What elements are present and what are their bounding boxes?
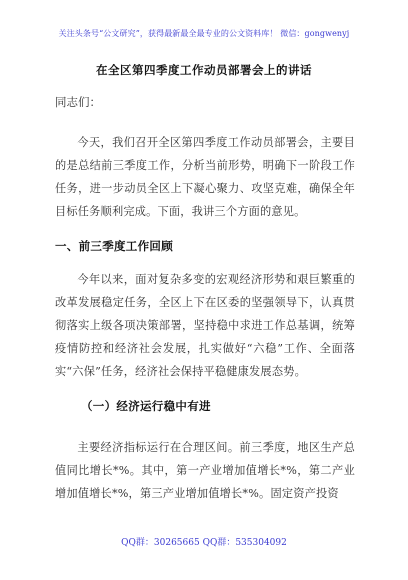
promo-banner: 关注头条号“公文研究”，获得最新最全最专业的公文资料库！ 微信：gongwenyj xyxy=(58,29,350,38)
economy-paragraph: 主要经济指标运行在合理区间。前三季度，地区生产总值同比增长*%。其中，第一产业增加值增长*%，第二产业增加值增长*%，第三产业增加值增长*%。固定资产投资 xyxy=(55,441,355,500)
intro-paragraph: 今天，我们召开全区第四季度工作动员部署会，主要目的是总结前三季度工作，分析当前形势，明确下一阶段工作任务，进一步动员全区上下凝心聚力、攻坚克难，确保全年目标任务顺利完成。下面，我讲三个方面的意见。 xyxy=(55,136,355,218)
subsection-heading-1: （一）经济运行稳中有进 xyxy=(81,399,211,413)
salutation: 同志们： xyxy=(55,95,101,109)
review-paragraph: 今年以来，面对复杂多变的宏观经济形势和艰巨繁重的改革发展稳定任务，全区上下在区委的坚强领导下，认真贯彻落实上级各项决策部署，坚持稳中求进工作总基调，统筹疫情防控和经济社会发展，扎实做好“六稳”工作、全面落实“六保”任务，经济社会保持平稳健康发展态势。 xyxy=(55,273,355,378)
document-title: 在全区第四季度工作动员部署会上的讲话 xyxy=(96,63,312,77)
qq-group-footer: QQ群：30265665 QQ群：535304092 xyxy=(121,538,287,548)
section-heading-1: 一、前三季度工作回顾 xyxy=(55,239,173,253)
